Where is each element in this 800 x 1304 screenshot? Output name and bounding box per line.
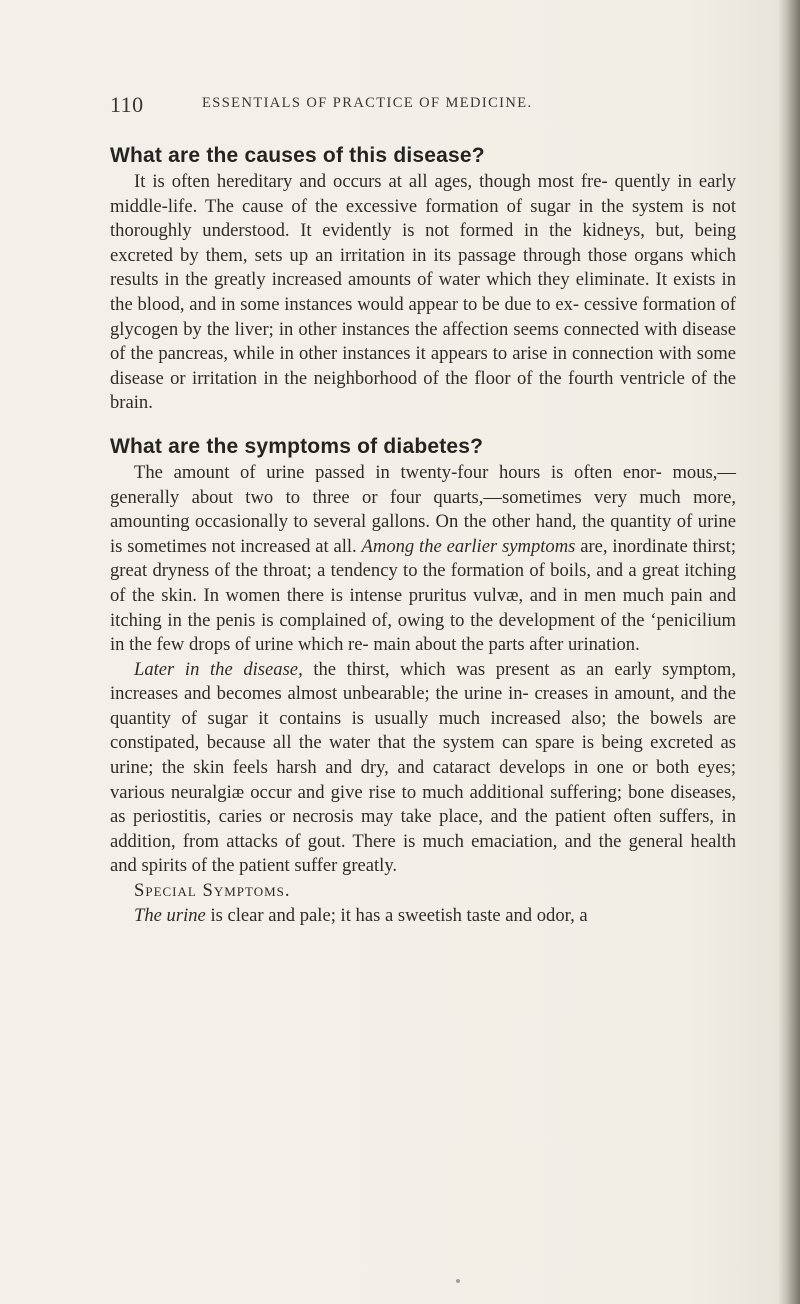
paragraph-symptoms-1 <box>110 461 736 658</box>
earlier-symptoms-text: are, inordinate thirst; great dryness of the throat; a tendency to the formation of boils, and a great itching of the skin. In women there is intense pruritus vulvæ, and in men much pain and itching in the penis is complained of, owing to the development of the ‘penicilium in the few drops of urine which re- main about the parts after urination. <box>110 535 737 656</box>
ink-speck <box>456 1279 460 1283</box>
page-number: 110 <box>110 92 144 117</box>
special-symptoms-heading: Special Symptoms. <box>134 880 291 902</box>
earlier-symptoms-label: Among the earlier symptoms <box>361 535 576 557</box>
page-edge-shadow <box>778 0 800 1304</box>
symptoms-intro-text: The amount of urine passed in twenty-four hours is often enor- mous,—generally about two to three or four quarts,—sometimes very much more, amounting occasionally to several gallons. On the other hand, the quantity of urine is sometimes not increased at all. <box>110 461 736 557</box>
page-body <box>110 142 736 928</box>
running-head <box>110 92 710 116</box>
later-disease-label: Later in the disease, <box>134 658 303 680</box>
later-disease-text: the thirst, which was present as an early symptom, increases and becomes almost unbearable; the urine in- creases in amount, and the quantity of sugar it contains is usually much increased also; the bowels are constipated, because all the water that the system can spare is being excreted as urine; the skin feels harsh and dry, and cataract develops in one or both eyes; various neuralgiæ occur and give rise to much additional suffering; bone diseases, as periostitis, caries or necrosis may take place, and the patient often suffers, in addition, from attacks of gout. There is much emaciation, and the general health and spirits of the patient suffer greatly. <box>110 658 736 877</box>
urine-text: is clear and pale; it has a sweetish taste and odor, a <box>205 904 588 926</box>
paragraph-causes: It is often hereditary and occurs at all ages, though most fre- quently in early middle-life. The cause of the excessive formation of sugar in the system is not thoroughly understood. It evidently is not formed in the kidneys, but, being excreted by them, sets up an irritation in its passage through those organs which results in the greatly increased amounts of water which they eliminate. It exists in the blood, and in some instances would appear to be due to ex- cessive formation of glycogen by the liver; in other instances the affection seems connected with disease of the pancreas, while in other instances it appears to arise in connection with some disease or irritation in the neighborhood of the floor of the fourth ventricle of the brain. <box>110 171 736 414</box>
question-heading-symptoms: What are the symptoms of diabetes? <box>110 434 484 458</box>
running-title: ESSENTIALS OF PRACTICE OF MEDICINE. <box>202 95 533 111</box>
paragraph-symptoms-2 <box>110 658 736 879</box>
urine-label: The urine <box>134 904 206 926</box>
paragraph-urine <box>110 904 736 929</box>
question-heading-causes: What are the causes of this disease? <box>110 144 485 167</box>
